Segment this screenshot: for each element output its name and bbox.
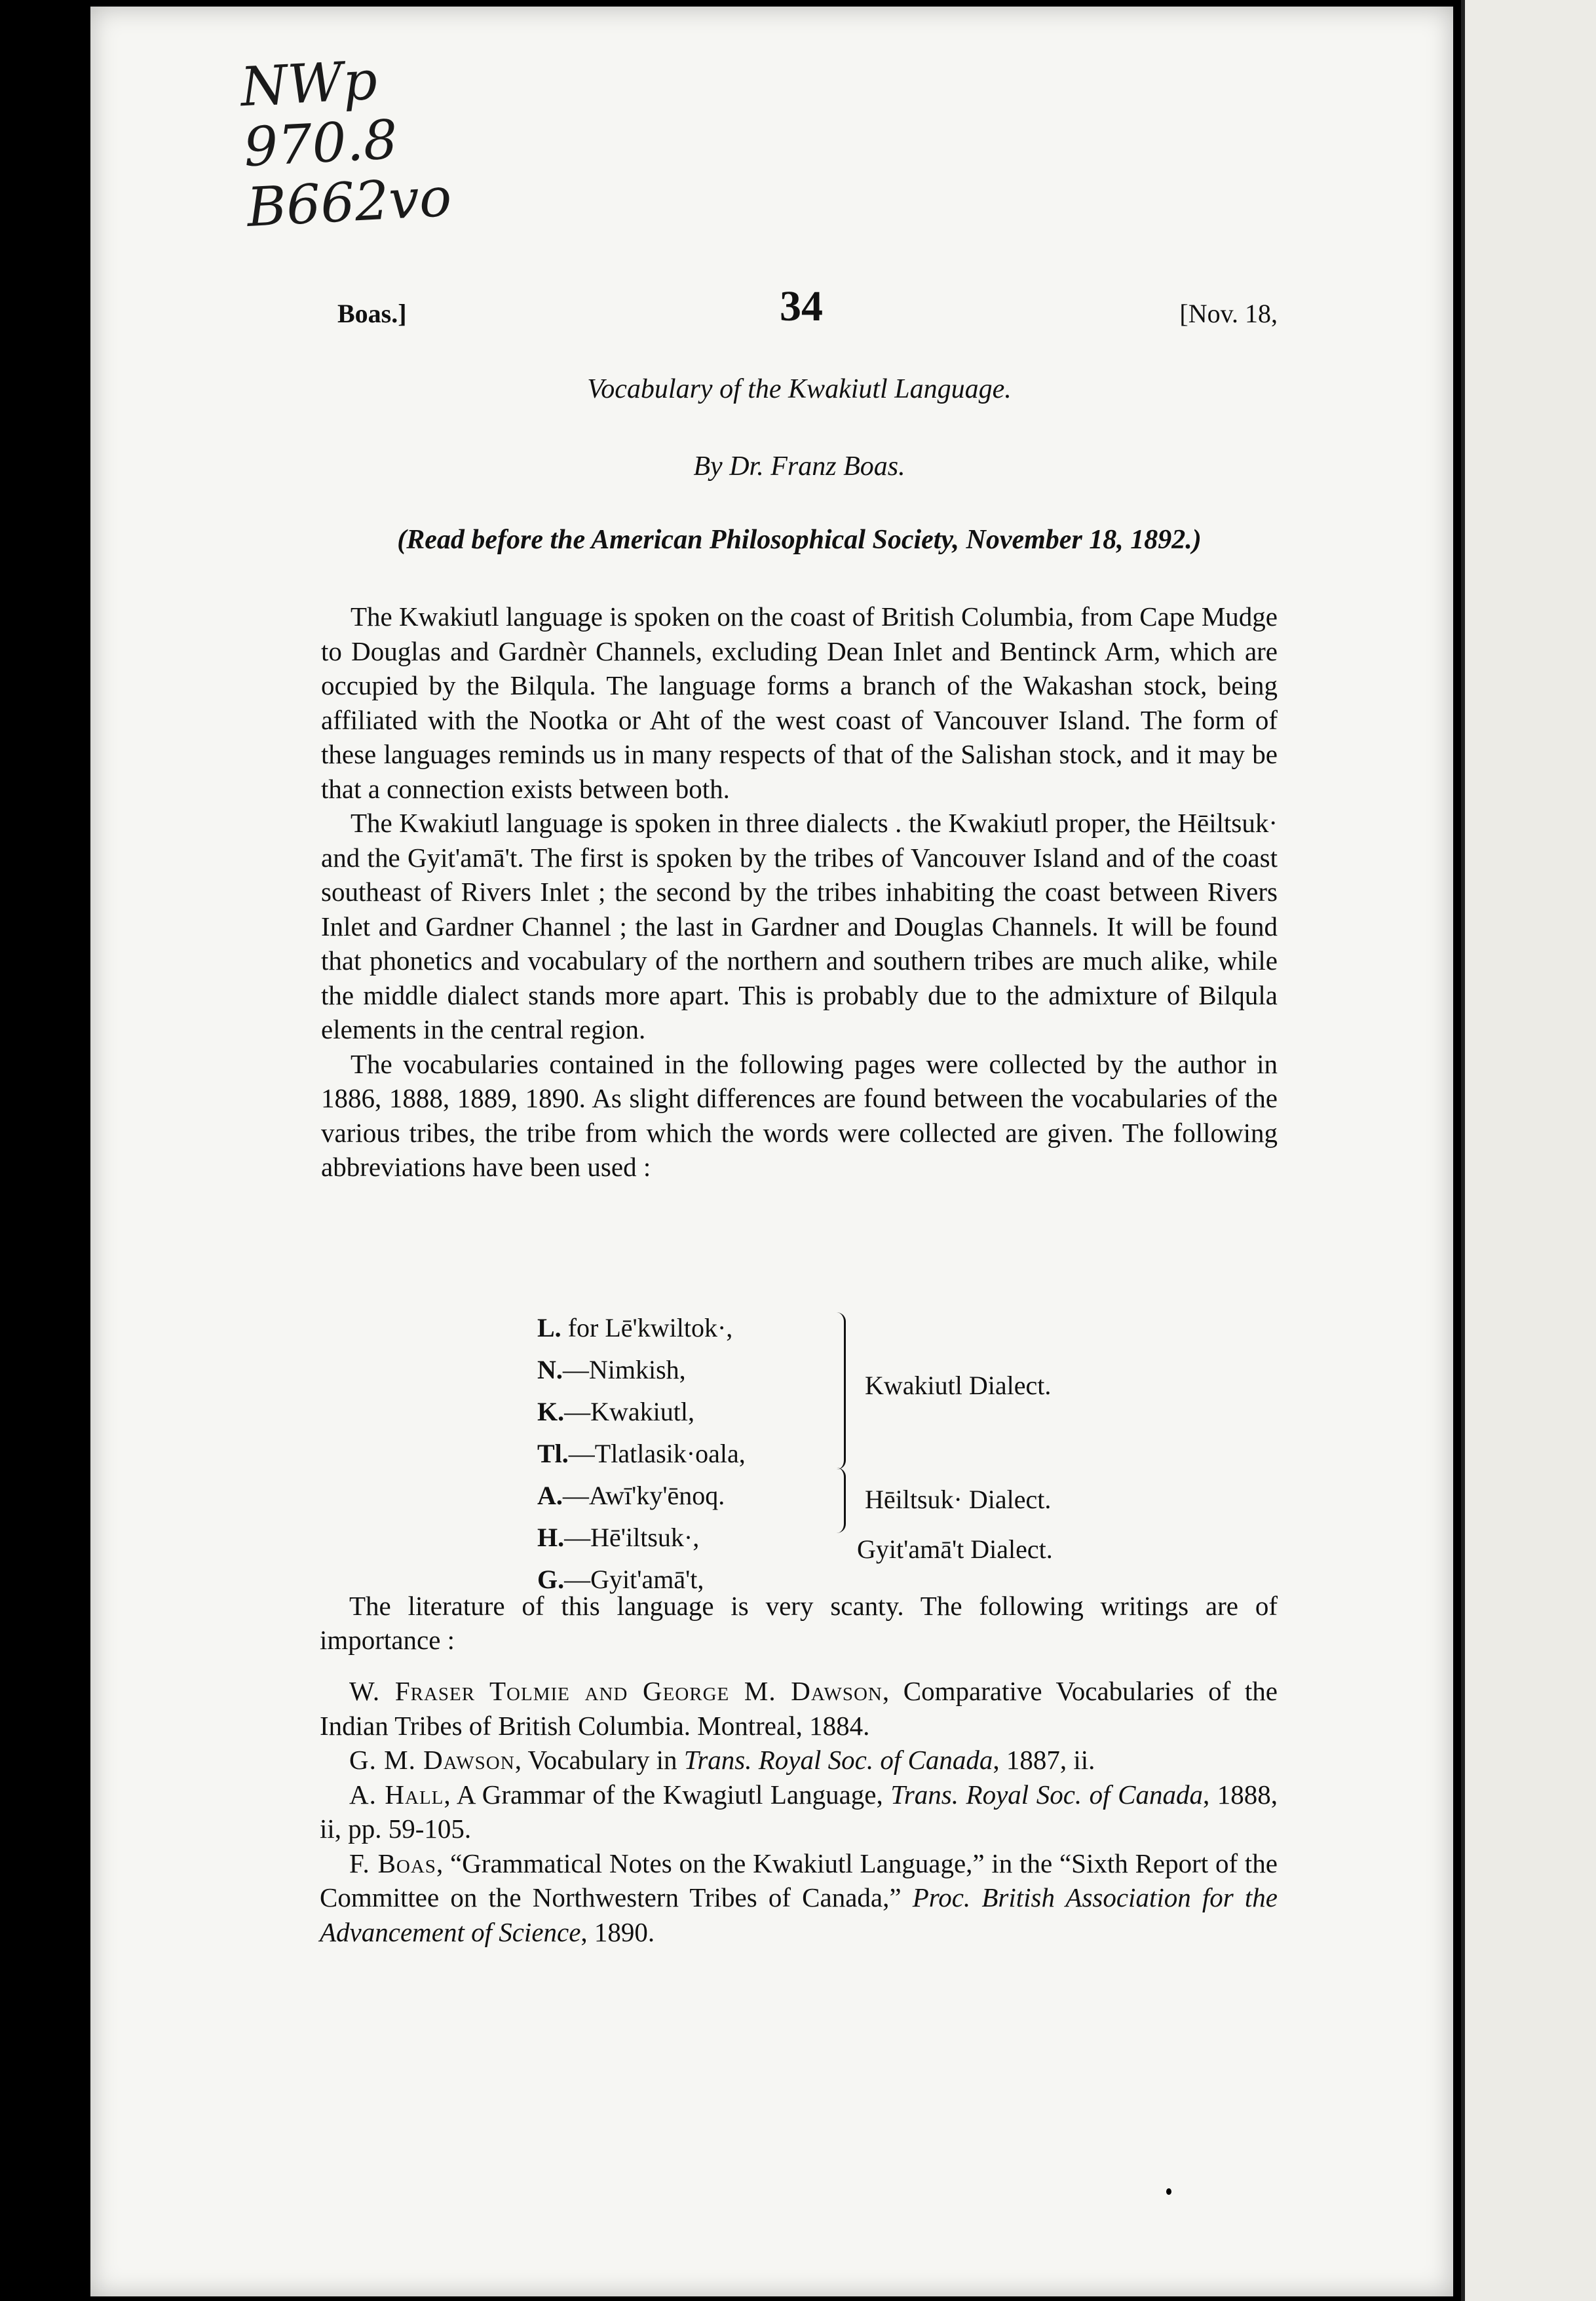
paragraph: The vocabularies contained in the following pages were collected by the author in 1886, 1888, 1889, 1890. As slight differences are found between the vocabularies of the various tribes, the tribe from which the words were collected are given. The following abbreviations have been used :	[321, 1048, 1278, 1182]
reference-entry	[320, 1674, 1278, 1743]
reference-author: G. M. Dawson	[349, 1745, 515, 1775]
reference-author: A. Hall	[349, 1779, 444, 1810]
read-before-note: (Read before the American Philosophical Society, November 18, 1892.)	[397, 525, 1202, 555]
dialect-label-kwakiutl: Kwakiutl Dialect.	[865, 1371, 1052, 1400]
running-head	[321, 282, 1278, 337]
abbreviation-name: —Hē'iltsuk·,	[564, 1523, 700, 1552]
page-number: 34	[780, 282, 823, 330]
reference-tail: , 1887, ii.	[993, 1745, 1095, 1775]
reference-entry	[320, 1743, 1278, 1778]
reference-entry	[320, 1846, 1278, 1950]
abbreviation-row	[537, 1433, 1192, 1475]
brace	[832, 1312, 846, 1470]
abbreviation-code: N.	[537, 1355, 563, 1384]
abbreviation-name: —Awī'ky'ēnoq.	[562, 1481, 725, 1510]
abbreviation-code: H.	[537, 1523, 565, 1552]
handwritten-call-number	[239, 47, 453, 238]
reference-tail: , 1888, ii, pp. 59-105.	[320, 1779, 1278, 1844]
literature-intro	[320, 1589, 1278, 1657]
reference-journal: Trans. Royal Soc. of Canada	[890, 1779, 1203, 1810]
reference-author: W. Fraser Tolmie and George M. Dawson	[349, 1676, 883, 1706]
scan-speck	[1166, 2188, 1171, 2195]
reference-text: , A Grammar of the Kwagiutl Language,	[444, 1779, 891, 1810]
abbreviation-list	[537, 1307, 1192, 1601]
abbreviation-code: K.	[537, 1397, 565, 1426]
adjacent-page-edge	[1461, 0, 1596, 2301]
reference-text: , Comparative Vocabularies of the Indian Tribes of British Columbia. Montreal, 1884.	[320, 1676, 1278, 1741]
abbreviation-code: G.	[537, 1565, 565, 1594]
abbreviation-name: for Lē'kwiltok·,	[561, 1313, 733, 1342]
abbreviation-name: —Kwakiutl,	[564, 1397, 694, 1426]
dialect-label-gyitamat: Gyit'amā't Dialect.	[857, 1534, 1053, 1564]
reference-list	[320, 1674, 1278, 1949]
abbreviation-code: L.	[537, 1313, 561, 1342]
reference-author: F. Boas	[349, 1848, 436, 1878]
abbreviation-name: —Gyit'amā't,	[564, 1565, 704, 1594]
running-head-author: Boas.]	[337, 299, 407, 328]
reference-text: , “Grammatical Notes on the Kwakiutl Language,” in the “Sixth Report of the Committee on the Northwestern Tribes of Canada,”	[320, 1848, 1278, 1912]
call-number-line: 970.8	[242, 108, 400, 180]
paragraph: The Kwakiutl language is spoken in three dialects . the Kwakiutl proper, the Hēiltsuk· and the Gyit'amā't. The first is spoken by the tribes of Vancouver Island and of the coast southeast of Rivers Inlet ; the second by the tribes inhabiting the coast between Rivers Inlet and Gardner Channel ; the last in Gardner and Douglas Channels. It will be found that phonetics and vocabulary of the northern and southern tribes are much alike, while the middle dialect stands more apart. This is probably due to the admixture of Bilqula elements in the central region.	[321, 808, 1278, 1044]
call-number-line: B662vo	[245, 166, 453, 239]
reference-journal: Proc. British Association for the Advancement of Science	[320, 1882, 1278, 1947]
call-number-line: NWp	[238, 49, 379, 119]
paragraph: The literature of this language is very scanty. The following writings are of importance :	[320, 1591, 1278, 1655]
abbreviation-code: A.	[537, 1481, 563, 1510]
dialect-label-heiltsuk: Hēiltsuk· Dialect.	[865, 1485, 1052, 1514]
abbreviation-name: —Nimkish,	[562, 1355, 686, 1384]
body-text	[321, 599, 1278, 1185]
abbreviation-code: Tl.	[537, 1439, 569, 1468]
brace	[832, 1468, 846, 1533]
reference-text: , Vocabulary in	[514, 1745, 684, 1775]
article-title: Vocabulary of the Kwakiutl Language.	[587, 374, 1012, 404]
reference-tail: , 1890.	[580, 1916, 655, 1947]
abbreviation-row	[537, 1307, 1192, 1349]
reference-journal: Trans. Royal Soc. of Canada	[683, 1745, 993, 1775]
scan-speck	[39, 341, 54, 351]
abbreviation-name: —Tlatlasik·oala,	[568, 1439, 746, 1468]
article-byline: By Dr. Franz Boas.	[693, 451, 905, 482]
paragraph: The Kwakiutl language is spoken on the coast of British Columbia, from Cape Mudge to Douglas and Gardnèr Channels, excluding Dean Inlet and Bentinck Arm, which are occupied by the Bilqula. The language forms a branch of the Wakashan stock, being affiliated with the Nootka or Aht of the west coast of Vancouver Island. The form of these languages reminds us in many respects of that of the Salishan stock, and it may be that a connection exists between both.	[321, 601, 1278, 804]
running-head-date: [Nov. 18,	[1179, 299, 1278, 328]
reference-entry	[320, 1778, 1278, 1846]
